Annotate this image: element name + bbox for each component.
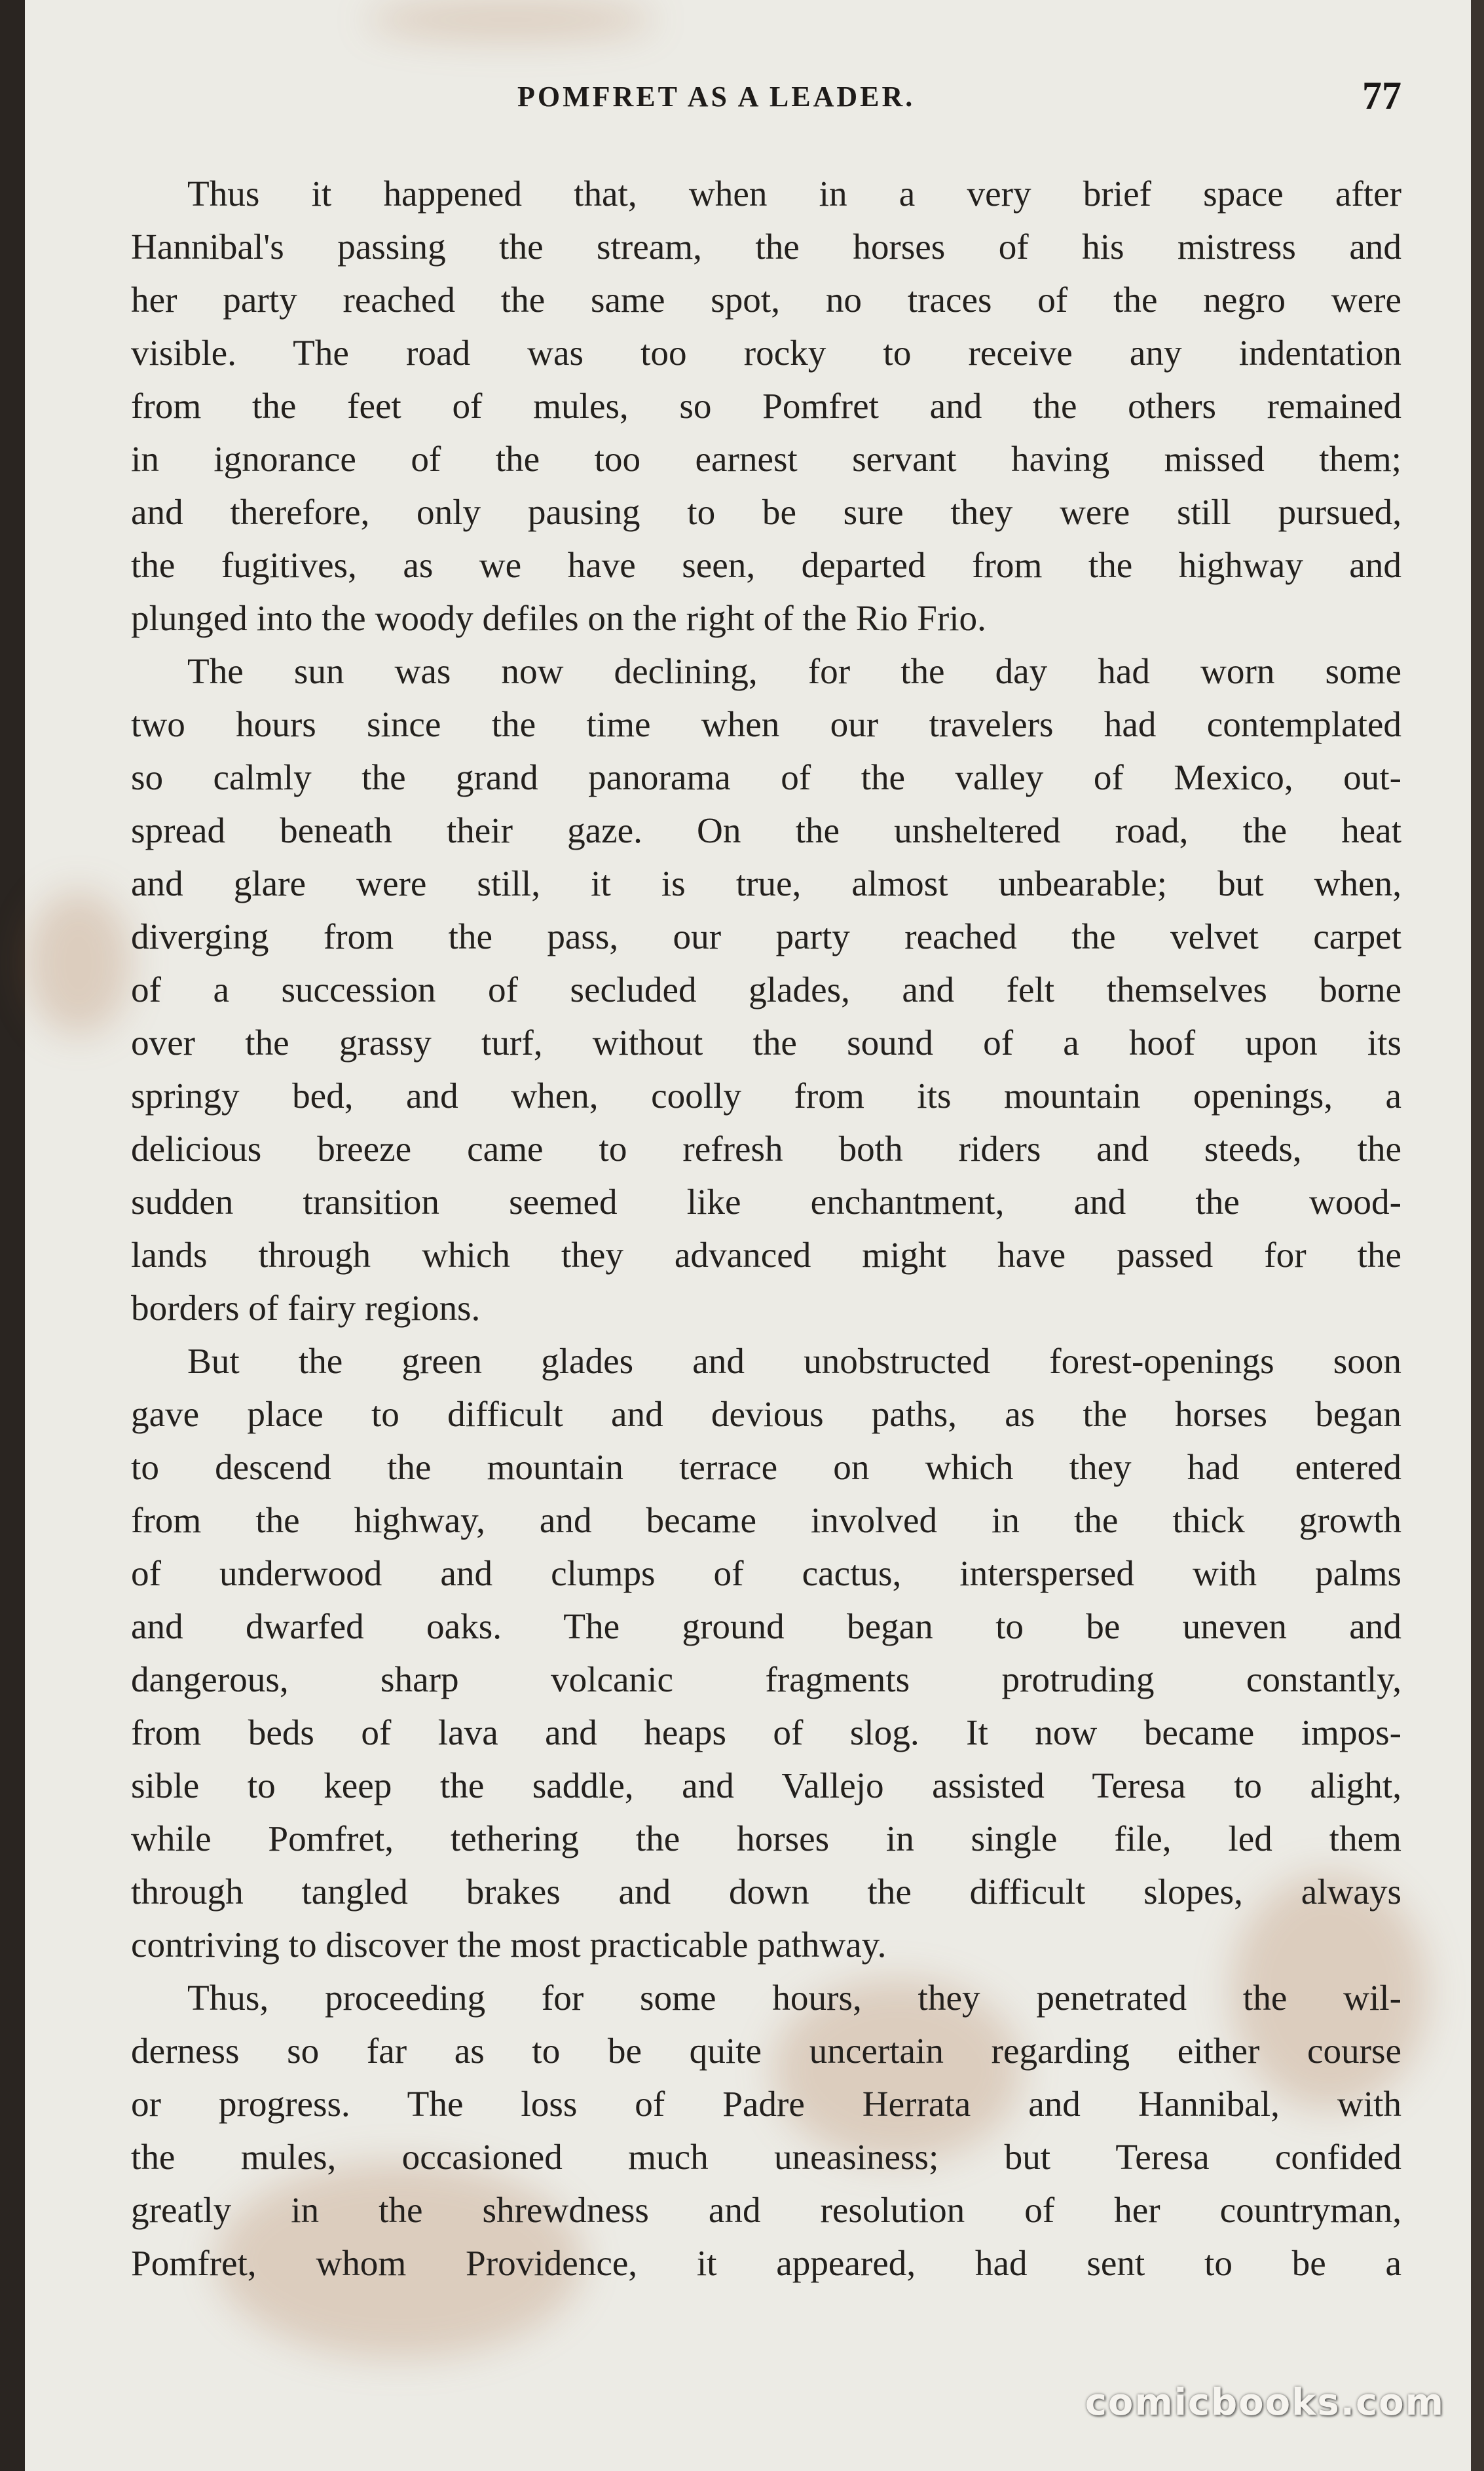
text-line: sudden transition seemed like enchantment, and the wood- bbox=[131, 1182, 1401, 1222]
text-line: her party reached the same spot, no traces of the negro were bbox=[131, 280, 1401, 320]
text-line: the fugitives, as we have seen, departed from the highway and bbox=[131, 545, 1401, 585]
text-line: and therefore, only pausing to be sure they were still pursued, bbox=[131, 492, 1401, 532]
text-line: springy bed, and when, coolly from its mountain openings, a bbox=[131, 1076, 1401, 1116]
text-line: of underwood and clumps of cactus, interspersed with palms bbox=[131, 1553, 1401, 1593]
text-line: Hannibal's passing the stream, the horses of his mistress and bbox=[131, 227, 1401, 267]
text-line: while Pomfret, tethering the horses in single file, led them bbox=[131, 1819, 1401, 1858]
text-line: gave place to difficult and devious paths, as the horses began bbox=[131, 1394, 1401, 1434]
running-head: POMFRET AS A LEADER. bbox=[517, 81, 916, 113]
text-line: two hours since the time when our travelers had contemplated bbox=[131, 704, 1401, 744]
page-header bbox=[131, 73, 1401, 126]
text-line: and dwarfed oaks. The ground began to be uneven and bbox=[131, 1606, 1401, 1646]
text-line: or progress. The loss of Padre Herrata and Hannibal, with bbox=[131, 2084, 1401, 2124]
text-line: of a succession of secluded glades, and felt themselves borne bbox=[131, 970, 1401, 1009]
text-line: the mules, occasioned much uneasiness; but Teresa confided bbox=[131, 2137, 1401, 2177]
text-line: Thus it happened that, when in a very brief space after bbox=[187, 174, 1401, 214]
text-line: in ignorance of the too earnest servant having missed them; bbox=[131, 439, 1401, 479]
watermark: comicbooks.com bbox=[1085, 2381, 1445, 2424]
text-line: over the grassy turf, without the sound of a hoof upon its bbox=[131, 1023, 1401, 1063]
text-line: sible to keep the saddle, and Vallejo assisted Teresa to alight, bbox=[131, 1765, 1401, 1805]
page-number: 77 bbox=[1362, 74, 1401, 117]
text-line: and glare were still, it is true, almost unbearable; but when, bbox=[131, 863, 1401, 903]
text-line: greatly in the shrewdness and resolution of her countryman, bbox=[131, 2190, 1401, 2230]
text-line: Thus, proceeding for some hours, they penetrated the wil- bbox=[187, 1978, 1401, 2018]
text-line: lands through which they advanced might have passed for the bbox=[131, 1235, 1401, 1275]
text-line: so calmly the grand panorama of the valley of Mexico, out- bbox=[131, 757, 1401, 797]
text-line: to descend the mountain terrace on which they had entered bbox=[131, 1447, 1401, 1487]
text-line: The sun was now declining, for the day had worn some bbox=[187, 651, 1401, 691]
text-line: derness so far as to be quite uncertain regarding either course bbox=[131, 2031, 1401, 2071]
page-stain bbox=[367, 0, 655, 39]
text-line: from beds of lava and heaps of slog. It now became impos- bbox=[131, 1712, 1401, 1752]
text-line: plunged into the woody defiles on the right of the Rio Frio. bbox=[131, 598, 986, 638]
text-line: spread beneath their gaze. On the unsheltered road, the heat bbox=[131, 810, 1401, 850]
text-line: through tangled brakes and down the difficult slopes, always bbox=[131, 1872, 1401, 1912]
text-line: But the green glades and unobstructed forest-openings soon bbox=[187, 1341, 1401, 1381]
text-line: visible. The road was too rocky to receive any indentation bbox=[131, 333, 1401, 373]
text-line: contriving to discover the most practicable pathway. bbox=[131, 1925, 887, 1965]
text-line: Pomfret, whom Providence, it appeared, had sent to be a bbox=[131, 2243, 1401, 2283]
body-text bbox=[131, 167, 1401, 2290]
text-line: delicious breeze came to refresh both riders and steeds, the bbox=[131, 1129, 1401, 1169]
text-line: diverging from the pass, our party reached the velvet carpet bbox=[131, 916, 1401, 956]
page-stain bbox=[26, 891, 131, 1035]
text-line: borders of fairy regions. bbox=[131, 1288, 481, 1328]
text-line: from the feet of mules, so Pomfret and the others remained bbox=[131, 386, 1401, 426]
text-line: from the highway, and became involved in the thick growth bbox=[131, 1500, 1401, 1540]
text-line: dangerous, sharp volcanic fragments protruding constantly, bbox=[131, 1659, 1401, 1699]
